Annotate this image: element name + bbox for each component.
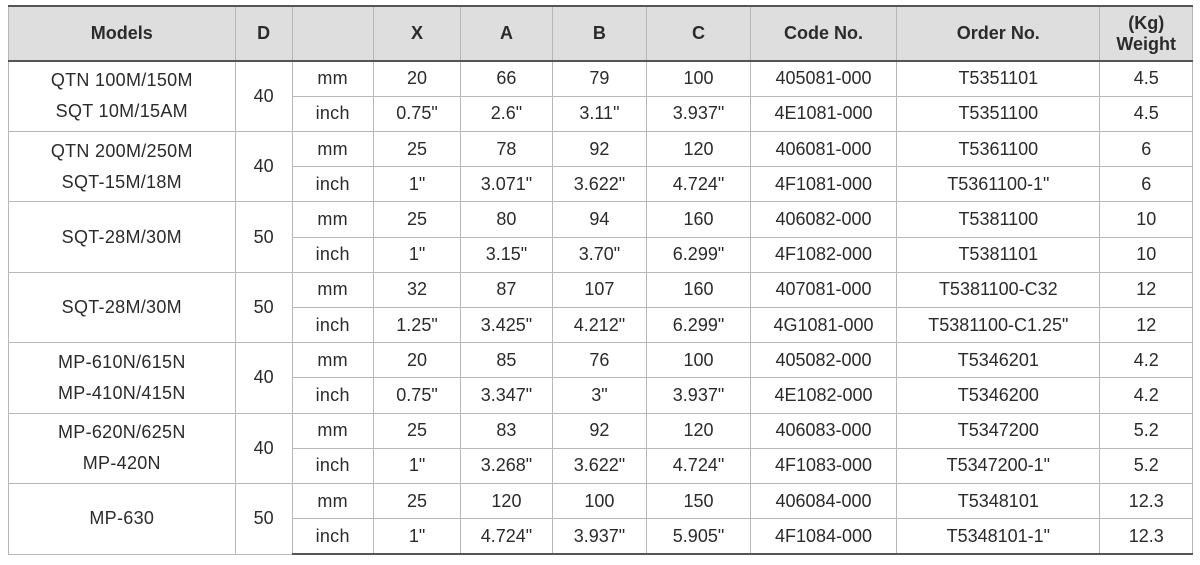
code-no-cell: 406083-000 [750, 413, 896, 448]
header-row [9, 6, 1193, 61]
code-no-cell: 4F1083-000 [750, 448, 896, 483]
code-no-cell: 405082-000 [750, 343, 896, 378]
unit-cell: mm [292, 131, 373, 166]
x-cell: 1" [373, 519, 460, 554]
d-cell: 50 [235, 483, 292, 554]
a-cell: 66 [461, 61, 552, 96]
weight-cell: 4.2 [1100, 378, 1193, 413]
table-row [9, 202, 1193, 237]
c-cell: 120 [647, 131, 751, 166]
header-order-no: Order No. [897, 6, 1100, 61]
x-cell: 20 [373, 61, 460, 96]
weight-cell: 12.3 [1100, 483, 1193, 518]
d-cell: 50 [235, 272, 292, 342]
c-cell: 5.905" [647, 519, 751, 554]
table-row [9, 61, 1193, 96]
c-cell: 100 [647, 343, 751, 378]
a-cell: 78 [461, 131, 552, 166]
a-cell: 85 [461, 343, 552, 378]
order-no-cell: T5346201 [897, 343, 1100, 378]
order-no-cell: T5346200 [897, 378, 1100, 413]
x-cell: 32 [373, 272, 460, 307]
code-no-cell: 407081-000 [750, 272, 896, 307]
b-cell: 3.70" [552, 237, 647, 272]
d-cell: 40 [235, 61, 292, 131]
c-cell: 4.724" [647, 167, 751, 202]
model-cell [9, 272, 236, 342]
order-no-cell: T5381101 [897, 237, 1100, 272]
c-cell: 3.937" [647, 96, 751, 131]
b-cell: 3" [552, 378, 647, 413]
header-x: X [373, 6, 460, 61]
code-no-cell: 4E1081-000 [750, 96, 896, 131]
table-row [9, 483, 1193, 518]
order-no-cell: T5351101 [897, 61, 1100, 96]
weight-cell: 10 [1100, 202, 1193, 237]
spec-table [8, 5, 1193, 555]
unit-cell: mm [292, 61, 373, 96]
unit-cell: inch [292, 96, 373, 131]
b-cell: 79 [552, 61, 647, 96]
order-no-cell: T5347200-1" [897, 448, 1100, 483]
x-cell: 0.75" [373, 378, 460, 413]
b-cell: 94 [552, 202, 647, 237]
weight-cell: 4.5 [1100, 61, 1193, 96]
unit-cell: inch [292, 448, 373, 483]
d-cell: 40 [235, 131, 292, 201]
a-cell: 2.6" [461, 96, 552, 131]
order-no-cell: T5348101-1" [897, 519, 1100, 554]
unit-cell: inch [292, 307, 373, 342]
model-name: MP-420N [82, 453, 161, 474]
a-cell: 83 [461, 413, 552, 448]
x-cell: 25 [373, 413, 460, 448]
model-cell [9, 483, 236, 554]
weight-cell: 4.5 [1100, 96, 1193, 131]
b-cell: 92 [552, 131, 647, 166]
x-cell: 1" [373, 237, 460, 272]
weight-cell: 12 [1100, 307, 1193, 342]
weight-cell: 5.2 [1100, 448, 1193, 483]
x-cell: 1" [373, 167, 460, 202]
b-cell: 92 [552, 413, 647, 448]
b-cell: 107 [552, 272, 647, 307]
x-cell: 1" [373, 448, 460, 483]
d-cell: 40 [235, 413, 292, 483]
model-cell [9, 202, 236, 272]
unit-cell: mm [292, 343, 373, 378]
a-cell: 3.071" [461, 167, 552, 202]
table-row [9, 272, 1193, 307]
order-no-cell: T5381100 [897, 202, 1100, 237]
weight-cell: 6 [1100, 167, 1193, 202]
table-row [9, 343, 1193, 378]
b-cell: 3.937" [552, 519, 647, 554]
code-no-cell: 4F1082-000 [750, 237, 896, 272]
a-cell: 3.347" [461, 378, 552, 413]
header-a: A [461, 6, 552, 61]
header-weight [1100, 6, 1193, 61]
unit-cell: inch [292, 519, 373, 554]
unit-cell: inch [292, 167, 373, 202]
b-cell: 4.212" [552, 307, 647, 342]
order-no-cell: T5381100-C1.25" [897, 307, 1100, 342]
unit-cell: mm [292, 483, 373, 518]
unit-cell: mm [292, 272, 373, 307]
model-name: MP-620N/625N [57, 422, 186, 443]
b-cell: 76 [552, 343, 647, 378]
x-cell: 25 [373, 202, 460, 237]
a-cell: 3.268" [461, 448, 552, 483]
table-row [9, 413, 1193, 448]
a-cell: 4.724" [461, 519, 552, 554]
code-no-cell: 4F1084-000 [750, 519, 896, 554]
model-cell [9, 61, 236, 131]
b-cell: 100 [552, 483, 647, 518]
code-no-cell: 4F1081-000 [750, 167, 896, 202]
code-no-cell: 406082-000 [750, 202, 896, 237]
order-no-cell: T5381100-C32 [897, 272, 1100, 307]
order-no-cell: T5361100-1" [897, 167, 1100, 202]
b-cell: 3.622" [552, 448, 647, 483]
order-no-cell: T5347200 [897, 413, 1100, 448]
model-cell [9, 413, 236, 483]
weight-cell: 10 [1100, 237, 1193, 272]
c-cell: 100 [647, 61, 751, 96]
table-body [9, 61, 1193, 554]
code-no-cell: 4E1082-000 [750, 378, 896, 413]
c-cell: 4.724" [647, 448, 751, 483]
weight-cell: 5.2 [1100, 413, 1193, 448]
weight-cell: 4.2 [1100, 343, 1193, 378]
c-cell: 3.937" [647, 378, 751, 413]
header-d: D [235, 6, 292, 61]
a-cell: 3.15" [461, 237, 552, 272]
a-cell: 3.425" [461, 307, 552, 342]
b-cell: 3.11" [552, 96, 647, 131]
x-cell: 25 [373, 131, 460, 166]
unit-cell: inch [292, 237, 373, 272]
code-no-cell: 4G1081-000 [750, 307, 896, 342]
d-cell: 40 [235, 343, 292, 413]
header-weight-label: Weight [1116, 33, 1177, 54]
model-name: QTN 100M/150M [50, 70, 193, 91]
c-cell: 150 [647, 483, 751, 518]
a-cell: 120 [461, 483, 552, 518]
model-name: SQT 10M/15AM [55, 101, 188, 122]
code-no-cell: 406084-000 [750, 483, 896, 518]
x-cell: 20 [373, 343, 460, 378]
model-cell [9, 131, 236, 201]
unit-cell: inch [292, 378, 373, 413]
x-cell: 1.25" [373, 307, 460, 342]
c-cell: 120 [647, 413, 751, 448]
model-name: SQT-15M/18M [61, 171, 182, 192]
code-no-cell: 405081-000 [750, 61, 896, 96]
model-name: MP-630 [89, 508, 155, 529]
model-name: SQT-28M/30M [61, 226, 182, 247]
header-b: B [552, 6, 647, 61]
weight-cell: 12.3 [1100, 519, 1193, 554]
model-name: MP-610N/615N [57, 351, 186, 372]
x-cell: 25 [373, 483, 460, 518]
weight-cell: 12 [1100, 272, 1193, 307]
order-no-cell: T5351100 [897, 96, 1100, 131]
unit-cell: mm [292, 413, 373, 448]
a-cell: 87 [461, 272, 552, 307]
unit-cell: mm [292, 202, 373, 237]
c-cell: 160 [647, 272, 751, 307]
a-cell: 80 [461, 202, 552, 237]
table-row [9, 131, 1193, 166]
header-code-no: Code No. [750, 6, 896, 61]
code-no-cell: 406081-000 [750, 131, 896, 166]
model-name: SQT-28M/30M [61, 296, 182, 317]
header-weight-unit: (Kg) [1128, 12, 1165, 33]
c-cell: 6.299" [647, 237, 751, 272]
weight-cell: 6 [1100, 131, 1193, 166]
header-models: Models [9, 6, 236, 61]
c-cell: 160 [647, 202, 751, 237]
b-cell: 3.622" [552, 167, 647, 202]
header-c: C [647, 6, 751, 61]
c-cell: 6.299" [647, 307, 751, 342]
order-no-cell: T5361100 [897, 131, 1100, 166]
x-cell: 0.75" [373, 96, 460, 131]
model-name: QTN 200M/250M [50, 140, 193, 161]
model-name: MP-410N/415N [57, 382, 186, 403]
order-no-cell: T5348101 [897, 483, 1100, 518]
d-cell: 50 [235, 202, 292, 272]
header-unit [292, 6, 373, 61]
model-cell [9, 343, 236, 413]
